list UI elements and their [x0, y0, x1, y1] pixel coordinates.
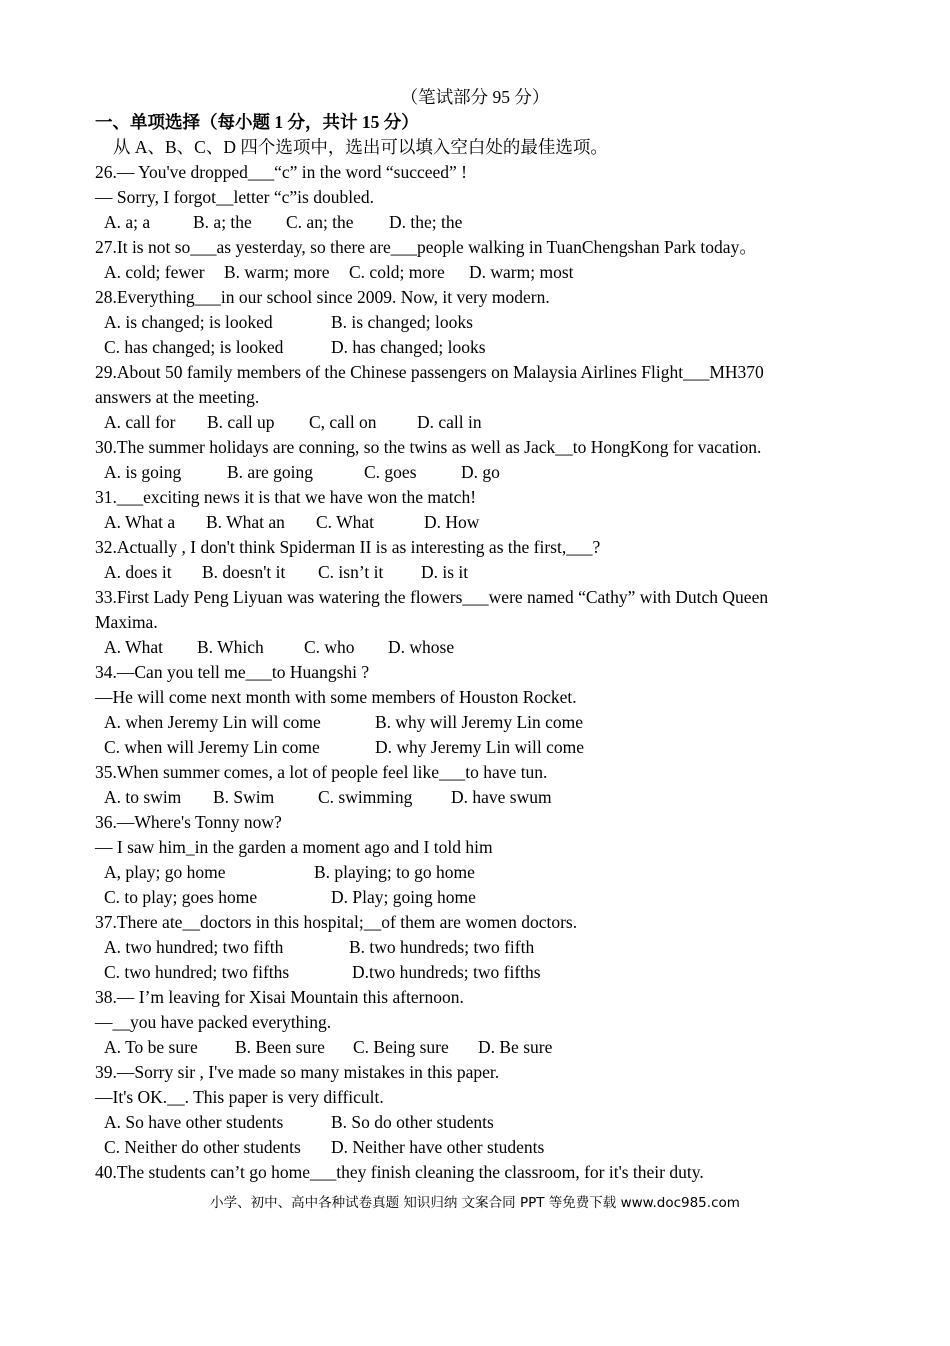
answer-option[interactable]: B. call up [207, 412, 275, 432]
option-row [0, 935, 950, 960]
answer-option[interactable]: B. Which [197, 637, 264, 657]
answer-option[interactable]: C. isn’t it [318, 562, 384, 582]
answer-option[interactable]: A. is changed; is looked [104, 312, 273, 332]
answer-option[interactable]: B. is changed; looks [331, 312, 473, 332]
option-row [0, 335, 950, 360]
answer-option[interactable]: A. So have other students [104, 1112, 284, 1132]
footer-text: 小学、初中、高中各种试卷真题 知识归纳 文案合同 PPT 等免费下载 www.doc985.com [210, 1195, 740, 1211]
option-row [0, 310, 950, 335]
option-row [0, 260, 950, 285]
option-row [0, 560, 950, 585]
option-row [0, 960, 950, 985]
option-row [0, 860, 950, 885]
answer-option[interactable]: A. a; a [104, 212, 151, 232]
question-stem: 30.The summer holidays are conning, so the twins as well as Jack__to HongKong for vacation. [95, 437, 762, 457]
answer-option[interactable]: C. two hundred; two fifths [104, 962, 290, 982]
question-stem: — I saw him_in the garden a moment ago and I told him [95, 837, 493, 857]
question-stem: 38.— I’m leaving for Xisai Mountain this afternoon. [95, 987, 464, 1007]
option-row [0, 735, 950, 760]
question-stem: 37.There ate__doctors in this hospital;__of them are women doctors. [95, 912, 578, 932]
answer-option[interactable]: C. goes [364, 462, 417, 482]
question-stem: answers at the meeting. [95, 387, 260, 407]
answer-option[interactable]: B. two hundreds; two fifth [349, 937, 535, 957]
question-stem: 27.It is not so___as yesterday, so there are___people walking in TuanChengshan Park today。 [95, 237, 757, 257]
answer-option[interactable]: A. What a [104, 512, 176, 532]
question-stem: 29.About 50 family members of the Chinese passengers on Malaysia Airlines Flight___MH370 [95, 362, 764, 382]
answer-option[interactable]: A. two hundred; two fifth [104, 937, 284, 957]
answer-option[interactable]: B. a; the [193, 212, 252, 232]
answer-option[interactable]: D. How [424, 512, 480, 532]
answer-option[interactable]: C. who [304, 637, 355, 657]
question-stem: 28.Everything___in our school since 2009. Now, it very modern. [95, 287, 550, 307]
question-stem: Maxima. [95, 612, 158, 632]
option-row [0, 460, 950, 485]
answer-option[interactable]: D. is it [421, 562, 469, 582]
answer-option[interactable]: D. call in [417, 412, 482, 432]
answer-option[interactable]: C. when will Jeremy Lin come [104, 737, 320, 757]
option-row [0, 410, 950, 435]
option-row [0, 1035, 950, 1060]
question-stem: 32.Actually , I don't think Spiderman II is as interesting as the first,___? [95, 537, 601, 557]
answer-option[interactable]: D. why Jeremy Lin will come [375, 737, 584, 757]
answer-option[interactable]: D. Neither have other students [331, 1137, 545, 1157]
question-stem: 34.—Can you tell me___to Huangshi ? [95, 662, 370, 682]
answer-option[interactable]: B. warm; more [224, 262, 330, 282]
answer-option[interactable]: D. warm; most [469, 262, 574, 282]
answer-option[interactable]: D. the; the [389, 212, 463, 232]
answer-option[interactable]: C. What [316, 512, 375, 532]
answer-option[interactable]: C. Neither do other students [104, 1137, 301, 1157]
answer-option[interactable]: B. What an [206, 512, 285, 532]
section-subtitle: （笔试部分 95 分） [400, 87, 550, 107]
answer-option[interactable]: D.two hundreds; two fifths [352, 962, 541, 982]
question-stem: 39.—Sorry sir , I've made so many mistakes in this paper. [95, 1062, 500, 1082]
answer-option[interactable]: C. Being sure [353, 1037, 449, 1057]
answer-option[interactable]: A. does it [104, 562, 172, 582]
answer-option[interactable]: A. cold; fewer [104, 262, 205, 282]
answer-option[interactable]: D. go [461, 462, 500, 482]
answer-option[interactable]: D. Play; going home [331, 887, 476, 907]
answer-option[interactable]: B. doesn't it [202, 562, 286, 582]
answer-option[interactable]: D. have swum [451, 787, 552, 807]
answer-option[interactable]: D. whose [388, 637, 455, 657]
option-row [0, 210, 950, 235]
answer-option[interactable]: C. to play; goes home [104, 887, 258, 907]
answer-option[interactable]: C, call on [309, 412, 377, 432]
answer-option[interactable]: B. are going [227, 462, 314, 482]
option-row [0, 1135, 950, 1160]
option-row [0, 710, 950, 735]
answer-option[interactable]: D. has changed; looks [331, 337, 486, 357]
option-row [0, 635, 950, 660]
answer-option[interactable]: C. an; the [286, 212, 354, 232]
option-row [0, 1110, 950, 1135]
question-stem: 40.The students can’t go home___they finish cleaning the classroom, for it's their duty. [95, 1162, 704, 1182]
answer-option[interactable]: B. playing; to go home [314, 862, 475, 882]
answer-option[interactable]: A. is going [104, 462, 182, 482]
question-stem: —__you have packed everything. [95, 1012, 332, 1032]
answer-option[interactable]: C. swimming [318, 787, 413, 807]
option-row [0, 785, 950, 810]
answer-option[interactable]: A. call for [104, 412, 176, 432]
option-row [0, 885, 950, 910]
question-stem: 26.— You've dropped___“c” in the word “succeed” ! [95, 162, 468, 182]
section-title: 一、单项选择（每小题 1 分，共计 15 分） [95, 112, 419, 132]
answer-option[interactable]: A. to swim [104, 787, 182, 807]
answer-option[interactable]: D. Be sure [478, 1037, 553, 1057]
answer-option[interactable]: A. What [104, 637, 163, 657]
question-stem: 36.—Where's Tonny now? [95, 812, 282, 832]
answer-option[interactable]: A. when Jeremy Lin will come [104, 712, 321, 732]
answer-option[interactable]: B. So do other students [331, 1112, 494, 1132]
question-stem: 35.When summer comes, a lot of people feel like___to have tun. [95, 762, 548, 782]
question-stem: —He will come next month with some members of Houston Rocket. [95, 687, 577, 707]
question-stem: —It's OK.__. This paper is very difficult. [95, 1087, 384, 1107]
question-stem: 33.First Lady Peng Liyuan was watering the flowers___were named “Cathy” with Dutch Queen [95, 587, 769, 607]
option-row [0, 510, 950, 535]
answer-option[interactable]: C. cold; more [349, 262, 445, 282]
answer-option[interactable]: A, play; go home [104, 862, 226, 882]
section-instruction: 从 A、B、C、D 四个选项中，选出可以填入空白处的最佳选项。 [113, 137, 608, 157]
question-stem: — Sorry, I forgot__letter “c”is doubled. [95, 187, 374, 207]
answer-option[interactable]: B. why will Jeremy Lin come [375, 712, 584, 732]
answer-option[interactable]: B. Been sure [235, 1037, 325, 1057]
answer-option[interactable]: C. has changed; is looked [104, 337, 284, 357]
answer-option[interactable]: B. Swim [213, 787, 275, 807]
question-stem: 31.___exciting news it is that we have won the match! [95, 487, 477, 507]
answer-option[interactable]: A. To be sure [104, 1037, 198, 1057]
